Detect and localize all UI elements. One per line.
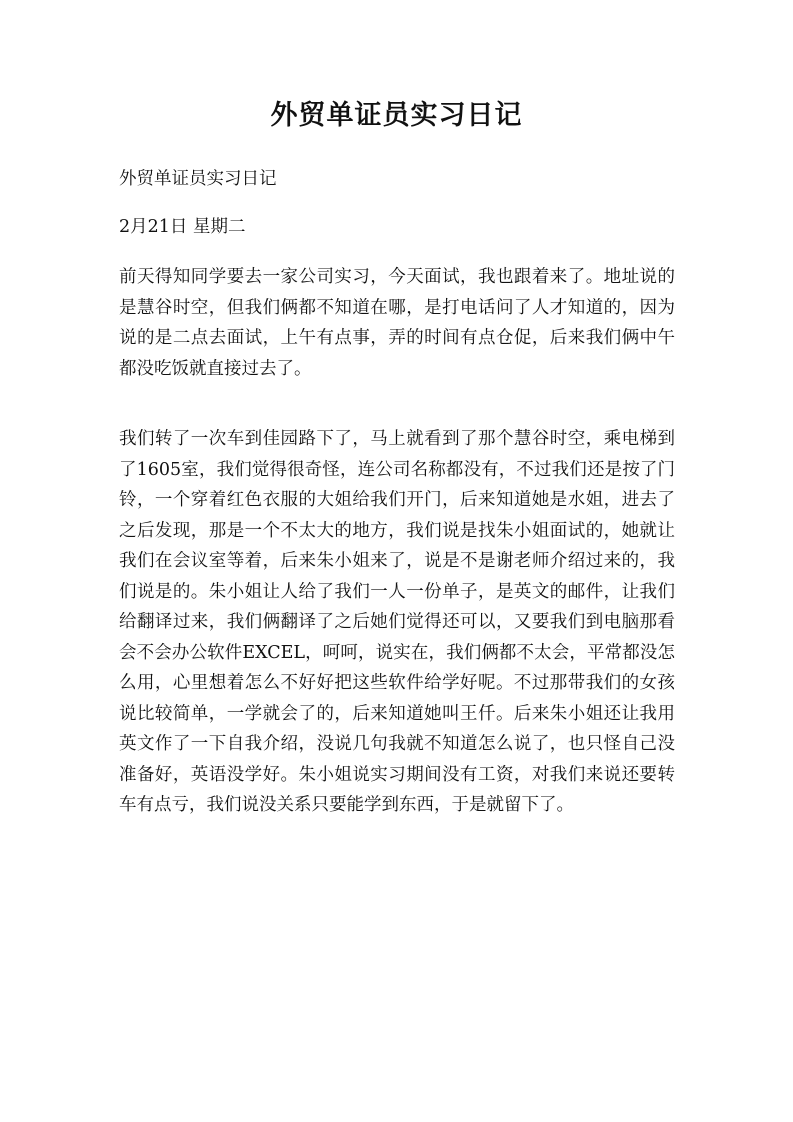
document-title: 外贸单证员实习日记 — [270, 100, 523, 131]
diary-date: 2月21日 星期二 — [119, 217, 246, 237]
paragraph-2: 我们转了一次车到佳园路下了，马上就看到了那个慧谷时空，乘电梯到了1605室，我们觉得很奇怪，连公司名称都没有，不过我们还是按了门铃，一个穿着红色衣服的大姐给我们开门，后来知道她是水姐，进去了之后发现，那是一个不太大的地方，我们说是找朱小姐面试的，她就让我们在会议室等着，后来朱小姐来了，说是不是谢老师介绍过来的，我们说是的。朱小姐让人给了我们一人一份单子，是英文的邮件，让我们给翻译过来，我们俩翻译了之后她们觉得还可以，又要我们到电脑那看会不会办公软件EXCEL，呵呵，说实在，我们俩都不太会，平常都没怎么用，心里想着怎么不好好把这些软件给学好呢。不过那带我们的女孩说比较简单，一学就会了的，后来知道她叫王仟。后来朱小姐还让我用英文作了一下自我介绍，没说几句我就不知道怎么说了，也只怪自己没准备好，英语没学好。朱小姐说实习期间没有工资，对我们来说还要转车有点亏，我们说没关系只要能学到东西，于是就留下了。 — [119, 429, 675, 815]
paragraph-1: 前天得知同学要去一家公司实习，今天面试，我也跟着来了。地址说的是慧谷时空，但我们俩都不知道在哪，是打电话问了人才知道的，因为说的是二点去面试，上午有点事，弄的时间有点仓促，后来我们俩中午都没吃饭就直接过去了。 — [119, 267, 675, 379]
document-subtitle: 外贸单证员实习日记 — [119, 169, 277, 189]
